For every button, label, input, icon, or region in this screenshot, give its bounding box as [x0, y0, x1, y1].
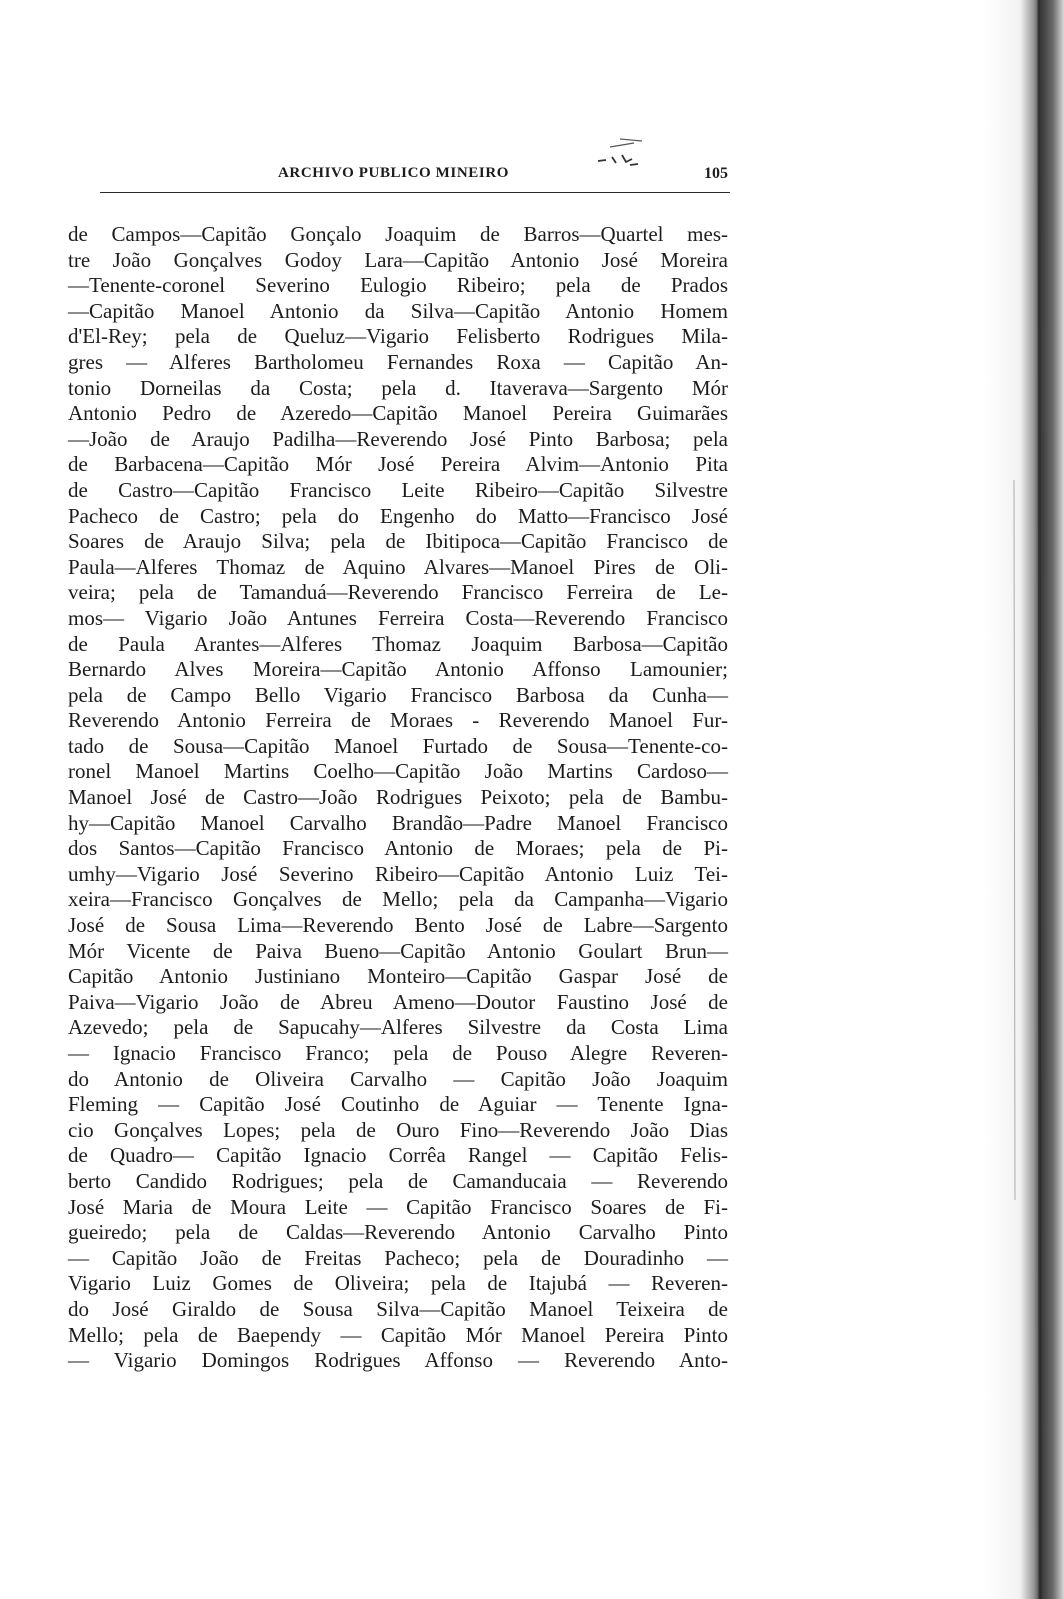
text-line: José Maria de Moura Leite — Capitão Francisco Soares de Fi-: [68, 1194, 728, 1219]
text-line: Pacheco de Castro; pela do Engenho do Matto—Francisco José: [68, 503, 728, 528]
text-line: de Campos—Capitão Gonçalo Joaquim de Barros—Quartel mes-: [68, 222, 728, 246]
text-line: Vigario Luiz Gomes de Oliveira; pela de Itajubá — Reveren-: [68, 1271, 728, 1296]
text-line: —Tenente-coronel Severino Eulogio Ribeiro; pela de Prados: [68, 273, 728, 298]
text-line: gres — Alferes Bartholomeu Fernandes Roxa — Capitão An-: [68, 349, 728, 374]
text-line: Bernardo Alves Moreira—Capitão Antonio Affonso Lamounier;: [68, 657, 728, 682]
text-line: Mór Vicente de Paiva Bueno—Capitão Antonio Goulart Brun—: [68, 938, 728, 963]
body-text: [68, 222, 728, 1374]
text-line: gueiredo; pela de Caldas—Reverendo Antonio Carvalho Pinto: [68, 1220, 728, 1245]
text-line: veira; pela de Tamanduá—Reverendo Francisco Ferreira de Le-: [68, 580, 728, 605]
text-line: de Castro—Capitão Francisco Leite Ribeiro—Capitão Silvestre: [68, 477, 728, 502]
text-line: Azevedo; pela de Sapucahy—Alferes Silvestre da Costa Lima: [68, 1015, 728, 1040]
text-line: xeira—Francisco Gonçalves de Mello; pela da Campanha—Vigario: [68, 887, 728, 912]
text-line: tre João Gonçalves Godoy Lara—Capitão Antonio José Moreira: [68, 247, 728, 272]
page-header: [68, 165, 728, 189]
text-line: Soares de Araujo Silva; pela de Ibitipoca—Capitão Francisco de: [68, 529, 728, 554]
text-line: tado de Sousa—Capitão Manoel Furtado de Sousa—Tenente-co-: [68, 733, 728, 758]
text-line: Antonio Pedro de Azeredo—Capitão Manoel Pereira Guimarães: [68, 401, 728, 426]
text-line: — Vigario Domingos Rodrigues Affonso — Reverendo Anto-: [68, 1348, 728, 1373]
text-line: berto Candido Rodrigues; pela de Camanducaia — Reverendo: [68, 1168, 728, 1193]
text-line: d'El-Rey; pela de Queluz—Vigario Felisberto Rodrigues Mila-: [68, 324, 728, 349]
text-line: de Barbacena—Capitão Mór José Pereira Alvim—Antonio Pita: [68, 452, 728, 477]
text-line: Fleming — Capitão José Coutinho de Aguiar — Tenente Igna-: [68, 1092, 728, 1117]
text-line: do José Giraldo de Sousa Silva—Capitão Manoel Teixeira de: [68, 1296, 728, 1321]
book-spine-shadow: [984, 0, 1064, 1599]
text-line: Paula—Alferes Thomaz de Aquino Alvares—Manoel Pires de Oli-: [68, 554, 728, 579]
text-line: Mello; pela de Baependy — Capitão Mór Manoel Pereira Pinto: [68, 1322, 728, 1347]
text-line: umhy—Vigario José Severino Ribeiro—Capitão Antonio Luiz Tei-: [68, 861, 728, 886]
ink-mark-icon: [590, 135, 660, 169]
header-rule: [100, 192, 730, 193]
text-line: — Capitão João de Freitas Pacheco; pela de Douradinho —: [68, 1245, 728, 1270]
text-line: José de Sousa Lima—Reverendo Bento José de Labre—Sargento: [68, 913, 728, 938]
text-line: do Antonio de Oliveira Carvalho — Capitão João Joaquim: [68, 1066, 728, 1091]
running-title: ARCHIVO PUBLICO MINEIRO: [278, 165, 510, 181]
text-line: tonio Dorneilas da Costa; pela d. Itaverava—Sargento Mór: [68, 375, 728, 400]
text-line: —João de Araujo Padilha—Reverendo José Pinto Barbosa; pela: [68, 426, 728, 451]
text-line: dos Santos—Capitão Francisco Antonio de Moraes; pela de Pi-: [68, 836, 728, 861]
page-number: 105: [704, 165, 728, 182]
text-line: Reverendo Antonio Ferreira de Moraes - Reverendo Manoel Fur-: [68, 708, 728, 733]
text-line: —Capitão Manoel Antonio da Silva—Capitão Antonio Homem: [68, 298, 728, 323]
text-line: de Paula Arantes—Alferes Thomaz Joaquim Barbosa—Capitão: [68, 631, 728, 656]
text-line: Manoel José de Castro—João Rodrigues Peixoto; pela de Bambu-: [68, 785, 728, 810]
text-line: mos— Vigario João Antunes Ferreira Costa—Reverendo Francisco: [68, 605, 728, 630]
text-line: hy—Capitão Manoel Carvalho Brandão—Padre Manoel Francisco: [68, 810, 728, 835]
text-line: cio Gonçalves Lopes; pela de Ouro Fino—Reverendo João Dias: [68, 1117, 728, 1142]
text-line: de Quadro— Capitão Ignacio Corrêa Rangel — Capitão Felis-: [68, 1143, 728, 1168]
text-line: Paiva—Vigario João de Abreu Ameno—Doutor Faustino José de: [68, 989, 728, 1014]
text-line: ronel Manoel Martins Coelho—Capitão João Martins Cardoso—: [68, 759, 728, 784]
text-line: — Ignacio Francisco Franco; pela de Pouso Alegre Reveren-: [68, 1041, 728, 1065]
text-line: pela de Campo Bello Vigario Francisco Barbosa da Cunha—: [68, 682, 728, 707]
text-line: Capitão Antonio Justiniano Monteiro—Capitão Gaspar José de: [68, 964, 728, 989]
